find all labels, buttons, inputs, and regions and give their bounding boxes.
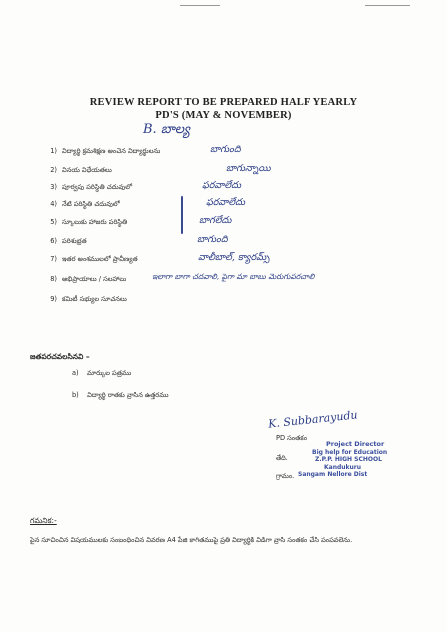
signature: K. Subbarayudu xyxy=(267,408,359,431)
review-item-number: 3) xyxy=(50,183,57,191)
review-item-answer: బాగుంది xyxy=(210,144,241,155)
review-item-label: స్కూలుకు హాజరు పరిస్థితి xyxy=(62,218,128,226)
review-item-label: నేటి పరిస్థితి చదువులో xyxy=(62,200,120,208)
attachments-heading: జతపరచవలసినవి – xyxy=(30,352,90,361)
review-item-label: అభిప్రాయాలు / సలహాలు xyxy=(62,275,127,283)
review-item-answer: వాలీబాల్, క్యారమ్స్ xyxy=(198,252,270,263)
review-item-label: పరిశుభ్రత xyxy=(62,237,87,245)
review-item-answer: బాగున్నాయి xyxy=(226,163,271,174)
review-item-number: 8) xyxy=(50,275,57,283)
review-item-number: 1) xyxy=(50,147,57,155)
review-item-answer: ఫరవాలేదు xyxy=(202,180,242,191)
review-item-answer: ఇలాగా బాగా చదవాలి, పైగా మా బాబు మెరుగుపరచాలి xyxy=(152,272,315,281)
pen-mark xyxy=(181,196,183,234)
review-item-answer: బాగుంది xyxy=(197,234,228,245)
note-heading: గమనిక:- xyxy=(30,516,57,525)
review-item-number: 7) xyxy=(50,255,57,263)
review-item-label: పూర్వపు పరిస్థితి చదువులో xyxy=(62,183,133,191)
review-item-answer: బాగలేదు xyxy=(199,215,232,226)
review-item-number: 4) xyxy=(50,200,57,208)
attachment-item: a) మార్కుల పత్రము xyxy=(72,369,132,377)
review-item-label: విద్యార్థి క్రమశిక్షణ అంచెన విద్యార్థులను xyxy=(62,147,161,155)
review-item-number: 2) xyxy=(50,166,57,174)
review-item-label: కమిటీ సభ్యుల సూచనలు xyxy=(62,295,127,303)
attachment-item: b) విద్యార్థి రాతకు వ్రాసిన ఉత్తరము xyxy=(72,391,169,399)
report-subtitle: PD'S (MAY & NOVEMBER) xyxy=(155,110,292,121)
review-item-label: వినయ విధేయతలు xyxy=(62,166,112,174)
place-label: గ్రామం. xyxy=(276,472,295,480)
school-stamp: Project Director Big help for Education Z.P.P. HIGH SCHOOL Kandukuru Sangam Nellore Dist xyxy=(298,440,388,478)
note-text: పైన సూచించిన విషయములకు సంబంధించిన వివరణ A4 పేజి కాగితముపై ప్రతి విద్యార్థికి విడిగా వ్రాసి సంతకం చేసి పంపవలెను. xyxy=(30,536,353,544)
student-name: B. బాల్య xyxy=(143,122,190,137)
pd-sign-label: PD సంతకం xyxy=(276,434,308,442)
edge-line xyxy=(365,5,410,6)
date-label: తేది. xyxy=(276,454,288,462)
edge-line xyxy=(180,5,220,6)
report-title: REVIEW REPORT TO BE PREPARED HALF YEARLY xyxy=(89,97,358,108)
review-item-number: 9) xyxy=(50,295,57,303)
review-item-label: ఇతర అంశములలో ప్రావీణ్యత xyxy=(62,255,138,263)
review-item-number: 6) xyxy=(50,237,57,245)
review-item-answer: ఫరవాలేదు xyxy=(206,197,246,208)
review-item-number: 5) xyxy=(50,218,57,226)
